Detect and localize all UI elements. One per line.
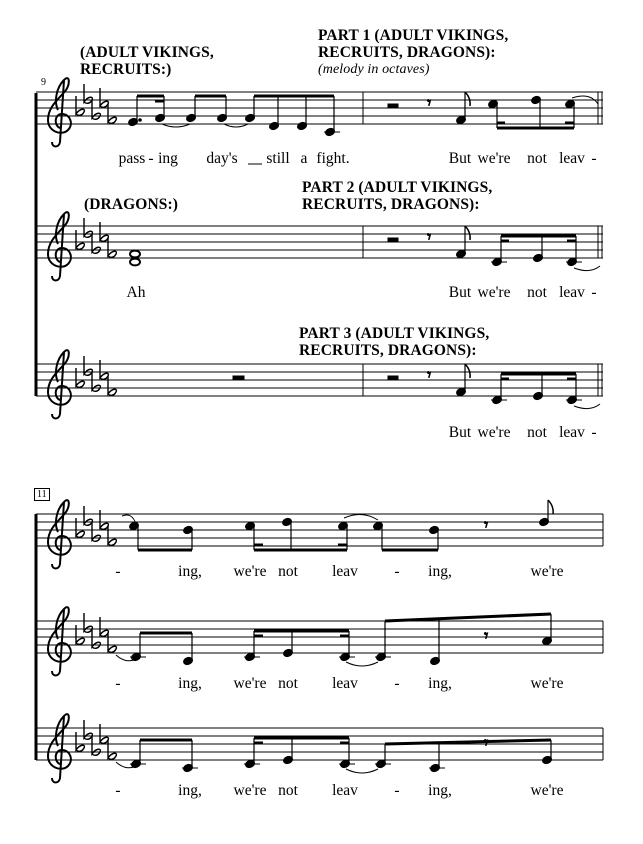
treble-clef-icon — [48, 607, 71, 675]
lyric-syllable: Ah — [126, 284, 146, 301]
lyric-syllable: not — [527, 424, 547, 441]
lyric-syllable: leav — [559, 424, 585, 441]
svg-text:𝄾: 𝄾 — [427, 227, 432, 246]
flat-icon — [100, 617, 108, 636]
lyric-hyphen: - — [591, 284, 597, 301]
lyric-hyphen: - — [591, 424, 597, 441]
flat-icon — [76, 625, 84, 644]
lyric-syllable: leav — [559, 284, 585, 301]
staff-2-3 — [36, 728, 603, 760]
flat-icon — [100, 222, 108, 241]
lyric-syllable: But — [448, 150, 472, 167]
clef-keysig-1-2 — [48, 212, 116, 280]
lyric-hyphen: - — [394, 563, 400, 580]
staff-2-1 — [36, 514, 603, 546]
staff-2-2 — [36, 621, 603, 653]
label-line: PART 2 (ADULT VIKINGS, — [302, 179, 493, 196]
lyric-syllable: we're — [233, 675, 267, 692]
flat-icon — [108, 104, 116, 123]
clef-keysig-1-1 — [48, 78, 116, 146]
flat-icon — [100, 88, 108, 107]
flat-icon — [76, 230, 84, 249]
lyric-syllable: a — [300, 150, 308, 167]
measure-number-9: 9 — [41, 77, 46, 88]
flat-icon — [108, 633, 116, 652]
lyric-hyphen: - — [591, 150, 597, 167]
lyric-syllable: ing — [158, 150, 178, 167]
svg-text:𝄾: 𝄾 — [484, 733, 489, 752]
notes-2-1 — [122, 500, 553, 550]
lyric-syllable: leav — [332, 563, 358, 580]
label-line: PART 1 (ADULT VIKINGS, — [318, 27, 509, 44]
flat-icon — [100, 510, 108, 529]
lyric-syllable: fight. — [316, 150, 350, 167]
flat-icon — [100, 724, 108, 743]
lyric-syllable: pass — [118, 150, 146, 167]
melody-note: (melody in octaves) — [318, 62, 430, 77]
svg-text:𝄾: 𝄾 — [484, 626, 489, 645]
lyric-syllable: we're — [530, 675, 564, 692]
lyric-syllable: not — [527, 150, 547, 167]
flat-icon — [76, 368, 84, 387]
notes-2-2 — [116, 614, 552, 666]
lyric-syllable: not — [278, 563, 298, 580]
lyric-syllable: we're — [233, 563, 267, 580]
lyric-syllable: we're — [530, 563, 564, 580]
lyric-syllable: ing, — [428, 563, 452, 580]
notes-1-1-m10 — [388, 92, 598, 128]
flat-icon — [108, 526, 116, 545]
lyric-syllable: we're — [477, 424, 511, 441]
label-line: (ADULT VIKINGS, — [80, 44, 214, 61]
svg-text:𝄾: 𝄾 — [427, 365, 432, 384]
flat-icon — [76, 96, 84, 115]
lyric-syllable: leav — [559, 150, 585, 167]
treble-clef-icon — [48, 212, 71, 280]
clef-keysig-1-3 — [48, 350, 116, 418]
lyric-syllable: day's — [206, 150, 238, 167]
flat-icon — [100, 360, 108, 379]
lyric-syllable: ing, — [178, 675, 202, 692]
lyric-syllable: not — [278, 675, 298, 692]
notes-1-3 — [233, 364, 600, 409]
lyric-syllable: we're — [530, 782, 564, 799]
lyric-syllable: we're — [233, 782, 267, 799]
staff-1-2 — [36, 226, 603, 258]
treble-clef-icon — [48, 714, 71, 782]
lyric-syllable: But — [448, 284, 472, 301]
lyric-syllable: ing, — [428, 675, 452, 692]
lyric-hyphen: - — [148, 150, 154, 167]
lyric-syllable: not — [527, 284, 547, 301]
lyric-syllable: not — [278, 782, 298, 799]
label-line: RECRUITS, DRAGONS): — [299, 342, 477, 359]
lyric-hyphen: - — [115, 782, 121, 799]
lyric-syllable: But — [448, 424, 472, 441]
lyric-hyphen: - — [115, 675, 121, 692]
treble-clef-icon — [48, 78, 71, 146]
lyric-syllable: we're — [477, 150, 511, 167]
lyric-syllable: ing, — [178, 782, 202, 799]
flat-icon — [108, 238, 116, 257]
flat-icon — [108, 376, 116, 395]
lyric-syllable: leav — [332, 675, 358, 692]
flat-icon — [76, 732, 84, 751]
lyric-hyphen: - — [115, 563, 121, 580]
lyric-syllable: ing, — [428, 782, 452, 799]
treble-clef-icon — [48, 500, 71, 568]
svg-text:𝄾: 𝄾 — [427, 93, 432, 112]
lyric-syllable: still — [266, 150, 290, 167]
measure-number-box: 11 — [34, 488, 50, 501]
svg-text:𝄾: 𝄾 — [484, 515, 489, 534]
treble-clef-icon — [48, 350, 71, 418]
lyric-syllable: we're — [477, 284, 511, 301]
flat-icon — [108, 740, 116, 759]
lyric-syllable: ing, — [178, 563, 202, 580]
clef-keysig-2 — [48, 500, 116, 782]
notes-1-2 — [130, 226, 600, 271]
label-line: PART 3 (ADULT VIKINGS, — [299, 325, 490, 342]
label-line: RECRUITS, DRAGONS): — [302, 196, 480, 213]
lyric-syllable: leav — [332, 782, 358, 799]
label-line: RECRUITS:) — [80, 61, 172, 78]
lyric-hyphen: - — [394, 782, 400, 799]
label-line: RECRUITS, DRAGONS): — [318, 44, 496, 61]
lyric-hyphen: - — [394, 675, 400, 692]
notes-2-3 — [116, 733, 552, 773]
staff-1-3 — [36, 364, 603, 396]
label-line: (DRAGONS:) — [84, 196, 178, 213]
flat-icon — [76, 518, 84, 537]
